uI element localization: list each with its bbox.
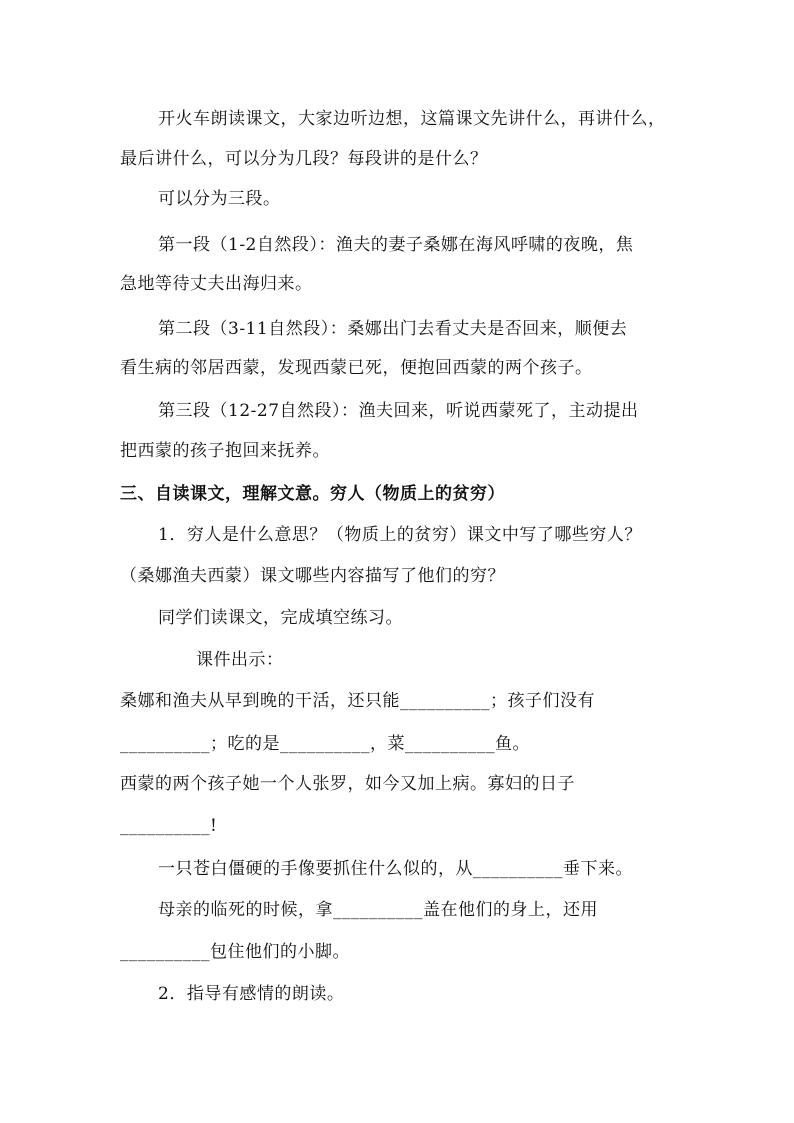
exercise-line: __________包住他们的小脚。 xyxy=(120,942,350,962)
paragraph-line: 2．指导有感情的朗读。 xyxy=(158,984,345,1004)
paragraph-line: 1．穷人是什么意思？（物质上的贫穷）课文中写了哪些穷人？ xyxy=(158,525,642,545)
exercise-line: 母亲的临死的时候，拿__________盖在他们的身上，还用 xyxy=(158,900,598,920)
paragraph-line: 第三段（12-27自然段）：渔夫回来，听说西蒙死了，主动提出 xyxy=(158,401,639,421)
paragraph-line: 第二段（3-11自然段）：桑娜出门去看丈夫是否回来，顺便去 xyxy=(158,319,628,339)
paragraph-line: 课件出示： xyxy=(196,650,284,670)
exercise-line: __________；吃的是__________，菜__________鱼。 xyxy=(120,734,530,754)
exercise-line: 桑娜和渔夫从早到晚的干活，还只能__________；孩子们没有 xyxy=(120,691,595,711)
paragraph-line: 第一段（1-2自然段）：渔夫的妻子桑娜在海风呼啸的夜晚，焦 xyxy=(158,235,634,255)
paragraph-line: （桑娜渔夫西蒙）课文哪些内容描写了他们的穷？ xyxy=(120,566,505,586)
paragraph-line: 最后讲什么，可以分为几段？每段讲的是什么？ xyxy=(120,149,488,169)
paragraph-line: 看生病的邻居西蒙，发现西蒙已死，便抱回西蒙的两个孩子。 xyxy=(120,358,593,378)
exercise-line: __________! xyxy=(120,816,218,836)
paragraph-line: 同学们读课文，完成填空练习。 xyxy=(158,608,403,628)
section-heading: 三、自读课文，理解文意。穷人（物质上的贫穷） xyxy=(120,484,505,504)
paragraph-line: 可以分为三段。 xyxy=(158,189,281,209)
paragraph-line: 开火车朗读课文，大家边听边想，这篇课文先讲什么，再讲什么， xyxy=(158,109,666,129)
exercise-line: 一只苍白僵硬的手像要抓住什么似的，从__________垂下来。 xyxy=(158,859,633,879)
paragraph-line: 把西蒙的孩子抱回来抚养。 xyxy=(120,441,330,461)
paragraph-line: 急地等待丈夫出海归来。 xyxy=(120,274,313,294)
exercise-line: 西蒙的两个孩子她一个人张罗，如今又加上病。寡妇的日子 xyxy=(120,774,575,794)
